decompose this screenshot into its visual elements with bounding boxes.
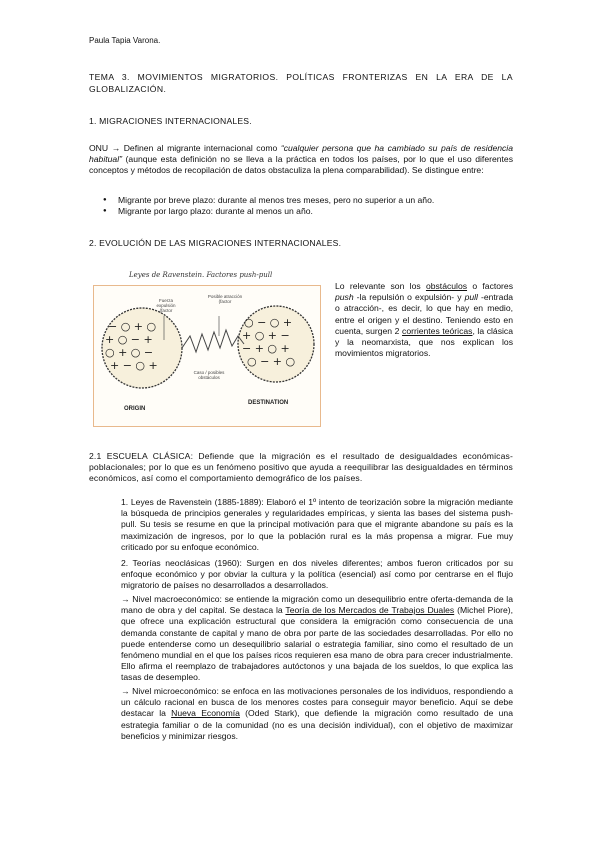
- classical-school-intro: 2.1 ESCUELA CLÁSICA: Defiende que la migración es el resultado de desigualdades económicas-poblacionales; por lo que es un fenómeno positivo que ayuda a reequilibrar las desigualdades en términos económicos, así como el comportamiento demográfico de los países.: [89, 451, 513, 484]
- push-term: push: [335, 292, 354, 303]
- obstacles-label: Caso / posibles obstáculos: [193, 370, 225, 380]
- macroeconomic-level-paragraph: → Nivel macroeconómico: se entiende la migración como un desequilibrio entre oferta-demanda de la mano de obra y del capital. Se destaca la Teoría de los Mercados de Trabajos Duales (Michel Piore), que ofrece una explicación estructural que considera la emigración como consecuencia de una demanda constante de capital y mano de obra por parte de las sociedades desarrolladas. Por ello no puede entenderse como un desequilibrio salarial o estrategia familiar, sino como el resultado de un fenómeno mundial en el que los países ricos requieren esa mano de obra para crecer industrialmente. Ello afirma el reemplazo de trabajadores autóctonos y una bajada de los sueldos, lo que explica las tasas de desempleo.: [121, 594, 513, 683]
- dual-labor-markets-theory: Teoría de los Mercados de Trabajos Duales: [285, 605, 455, 616]
- svg-text:○ − + ○: ○ − + ○: [247, 355, 296, 368]
- list-item: ● Migrante por largo plazo: durante al menos un año.: [89, 206, 513, 217]
- push-pull-diagram: [89, 267, 325, 430]
- origin-label: ORIGIN: [124, 406, 146, 412]
- neoclassical-theories-paragraph: 2. Teorías neoclásicas (1960): Surgen en dos niveles diferentes; ambos fueron criticados por su enfoque económico y por obviar la cultura y la política (esencial) así como por centrarse en el flujo migratorio de países no desarrollados a desarrollados.: [121, 558, 513, 591]
- document-title: TEMA 3. MOVIMIENTOS MIGRATORIOS. POLÍTICAS FRONTERIZAS EN LA ERA DE LA GLOBALIZACIÓN.: [89, 72, 513, 94]
- svg-text:+ − ○ +: + − ○ +: [110, 359, 158, 372]
- pull-term: pull: [464, 292, 478, 303]
- section-1-heading: 1. MIGRACIONES INTERNACIONALES.: [89, 116, 252, 126]
- svg-text:− + ○ +: − + ○ +: [242, 342, 290, 355]
- destination-label: DESTINATION: [248, 400, 289, 406]
- svg-text:+ ○ + −: + ○ + −: [242, 329, 290, 342]
- theoretical-currents-term: corrientes teóricas: [402, 325, 473, 336]
- svg-text:− ○ + ○: − ○ + ○: [108, 320, 157, 333]
- svg-text:○ + ○ −: ○ + ○ −: [105, 346, 154, 359]
- migrant-types-list: [89, 195, 513, 217]
- origin-circle: [102, 308, 182, 388]
- obstacles-term: obstáculos: [425, 281, 468, 291]
- svg-text:○ − ○ +: ○ − ○ +: [244, 316, 293, 329]
- ravenstein-laws-paragraph: 1. Leyes de Ravenstein (1885-1889): Elaboró el 1º intento de teorización sobre la migración mediante la búsqueda de principios generales y regularidades empíricas, y sienta las bases del sistema push-pull. Su tesis se resume en que la principal motivación para que el migrante abandone su país es la maximización de ingresos, por lo que la población rural es la más propensa a migrar. Fue muy criticado por su enfoque económico.: [121, 497, 513, 552]
- destination-circle: [238, 306, 314, 382]
- section-2-heading: 2. EVOLUCIÓN DE LAS MIGRACIONES INTERNACIONALES.: [89, 238, 342, 248]
- pull-label: Posible atracción (factor: [207, 294, 243, 304]
- author-name: Paula Tapia Varona.: [89, 36, 161, 45]
- push-pull-explanation: Lo relevante son los obstáculos o factores push -la repulsión o expulsión- y pull -entrada o atracción-, es decir, lo que hay en medio, entre el origen y el destino. Teniendo esto en cuenta, surgen 2 corrientes teóricas, la clásica y la neomarxista, que nos explican los movimientos migratorios.: [335, 281, 514, 359]
- obstacles-line: [182, 330, 244, 352]
- definition-quote: “cualquier persona que ha cambiado su país de residencia habitual”: [89, 143, 513, 165]
- figure-frame: [93, 285, 321, 427]
- onu-definition-paragraph: ONU → Definen al migrante internacional como “cualquier persona que ha cambiado su país de residencia habitual” (aunque esta definición no se lleva a la práctica en todos los países, por lo que el uso diferentes conceptos y métodos de recopilación de datos obstaculiza la plena comparabilidad). Se distingue entre:: [89, 143, 513, 176]
- figure-title: Leyes de Ravenstein. Factores push-pull: [129, 271, 273, 279]
- svg-text:+ ○ − +: + ○ − +: [105, 333, 153, 346]
- microeconomic-level-paragraph: → Nivel microeconómico: se enfoca en las motivaciones personales de los individuos, respondiendo a un cálculo racional en busca de los menores costes para conseguir mayor beneficio. Aquí se debe destacar la Nueva Economía (Oded Stark), que defiende la migración como resultado de una estrategia familiar o de la comunidad (no es una decisión individual), con el objetivo de maximizar beneficios y minimizar riesgos.: [121, 686, 513, 741]
- list-item: ● Migrante por breve plazo: durante al menos tres meses, pero no superior a un año.: [89, 195, 513, 206]
- push-label: Fuerza expulsión (factor: [156, 298, 176, 313]
- new-economy-theory: Nueva Economía: [171, 708, 240, 719]
